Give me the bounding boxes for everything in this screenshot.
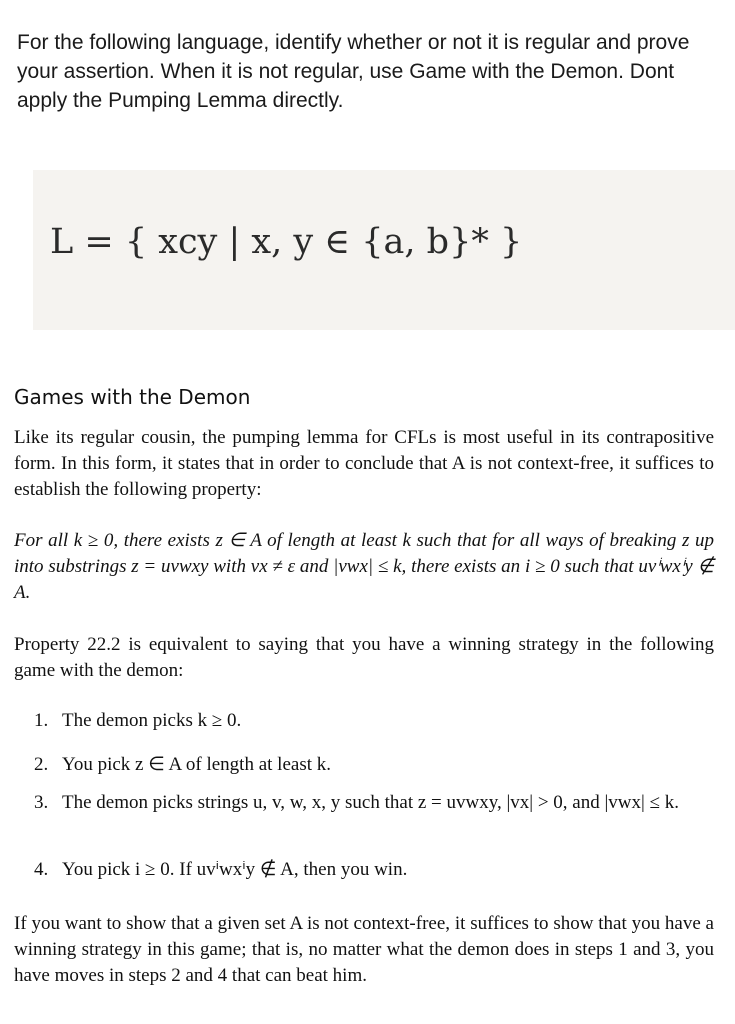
step-number: 2. bbox=[34, 754, 49, 775]
step-number: 3. bbox=[34, 792, 49, 813]
language-formula: L = { xcy | x, y ∈ {a, b}* } bbox=[50, 222, 523, 262]
intro-paragraph: Like its regular cousin, the pumping lemma for CFLs is most useful in its contrapositive form. In this form, it states that in order to conclude that A is not context-free, it suffices to establish the following property: bbox=[14, 427, 714, 500]
section-title: Games with the Demon bbox=[14, 385, 251, 409]
list-item bbox=[34, 708, 241, 734]
conclusion-paragraph: If you want to show that a given set A is not context-free, it suffices to show that you have a winning strategy in this game; that is, no matter what the demon does in steps 1 and 3, you have moves in steps 2 and 4 that can beat him. bbox=[14, 913, 714, 986]
equivalence-paragraph: Property 22.2 is equivalent to saying that you have a winning strategy in the following game with the demon: bbox=[14, 634, 714, 681]
step-text: You pick z ∈ A of length at least k. bbox=[62, 754, 331, 775]
list-item bbox=[34, 857, 407, 883]
step-text: The demon picks k ≥ 0. bbox=[62, 710, 242, 731]
step-number: 4. bbox=[34, 859, 49, 880]
list-item bbox=[34, 790, 716, 816]
question-text: For the following language, identify whether or not it is regular and prove your assertion. When it is not regular, use Game with the Demon. Dont apply the Pumping Lemma directly. bbox=[17, 31, 690, 112]
step-number: 1. bbox=[34, 710, 49, 731]
step-text: The demon picks strings u, v, w, x, y such that z = uvwxy, |vx| > 0, and |vwx| ≤ k. bbox=[62, 792, 679, 813]
list-item bbox=[34, 752, 331, 778]
property-statement: For all k ≥ 0, there exists z ∈ A of length at least k such that for all ways of breaking z up into substrings z = uvwxy with vx ≠ ε and |vwx| ≤ k, there exists an i ≥ 0 such that uvⁱwxⁱy ∉ A. bbox=[14, 530, 714, 603]
step-text: You pick i ≥ 0. If uvⁱwxⁱy ∉ A, then you win. bbox=[62, 859, 408, 880]
